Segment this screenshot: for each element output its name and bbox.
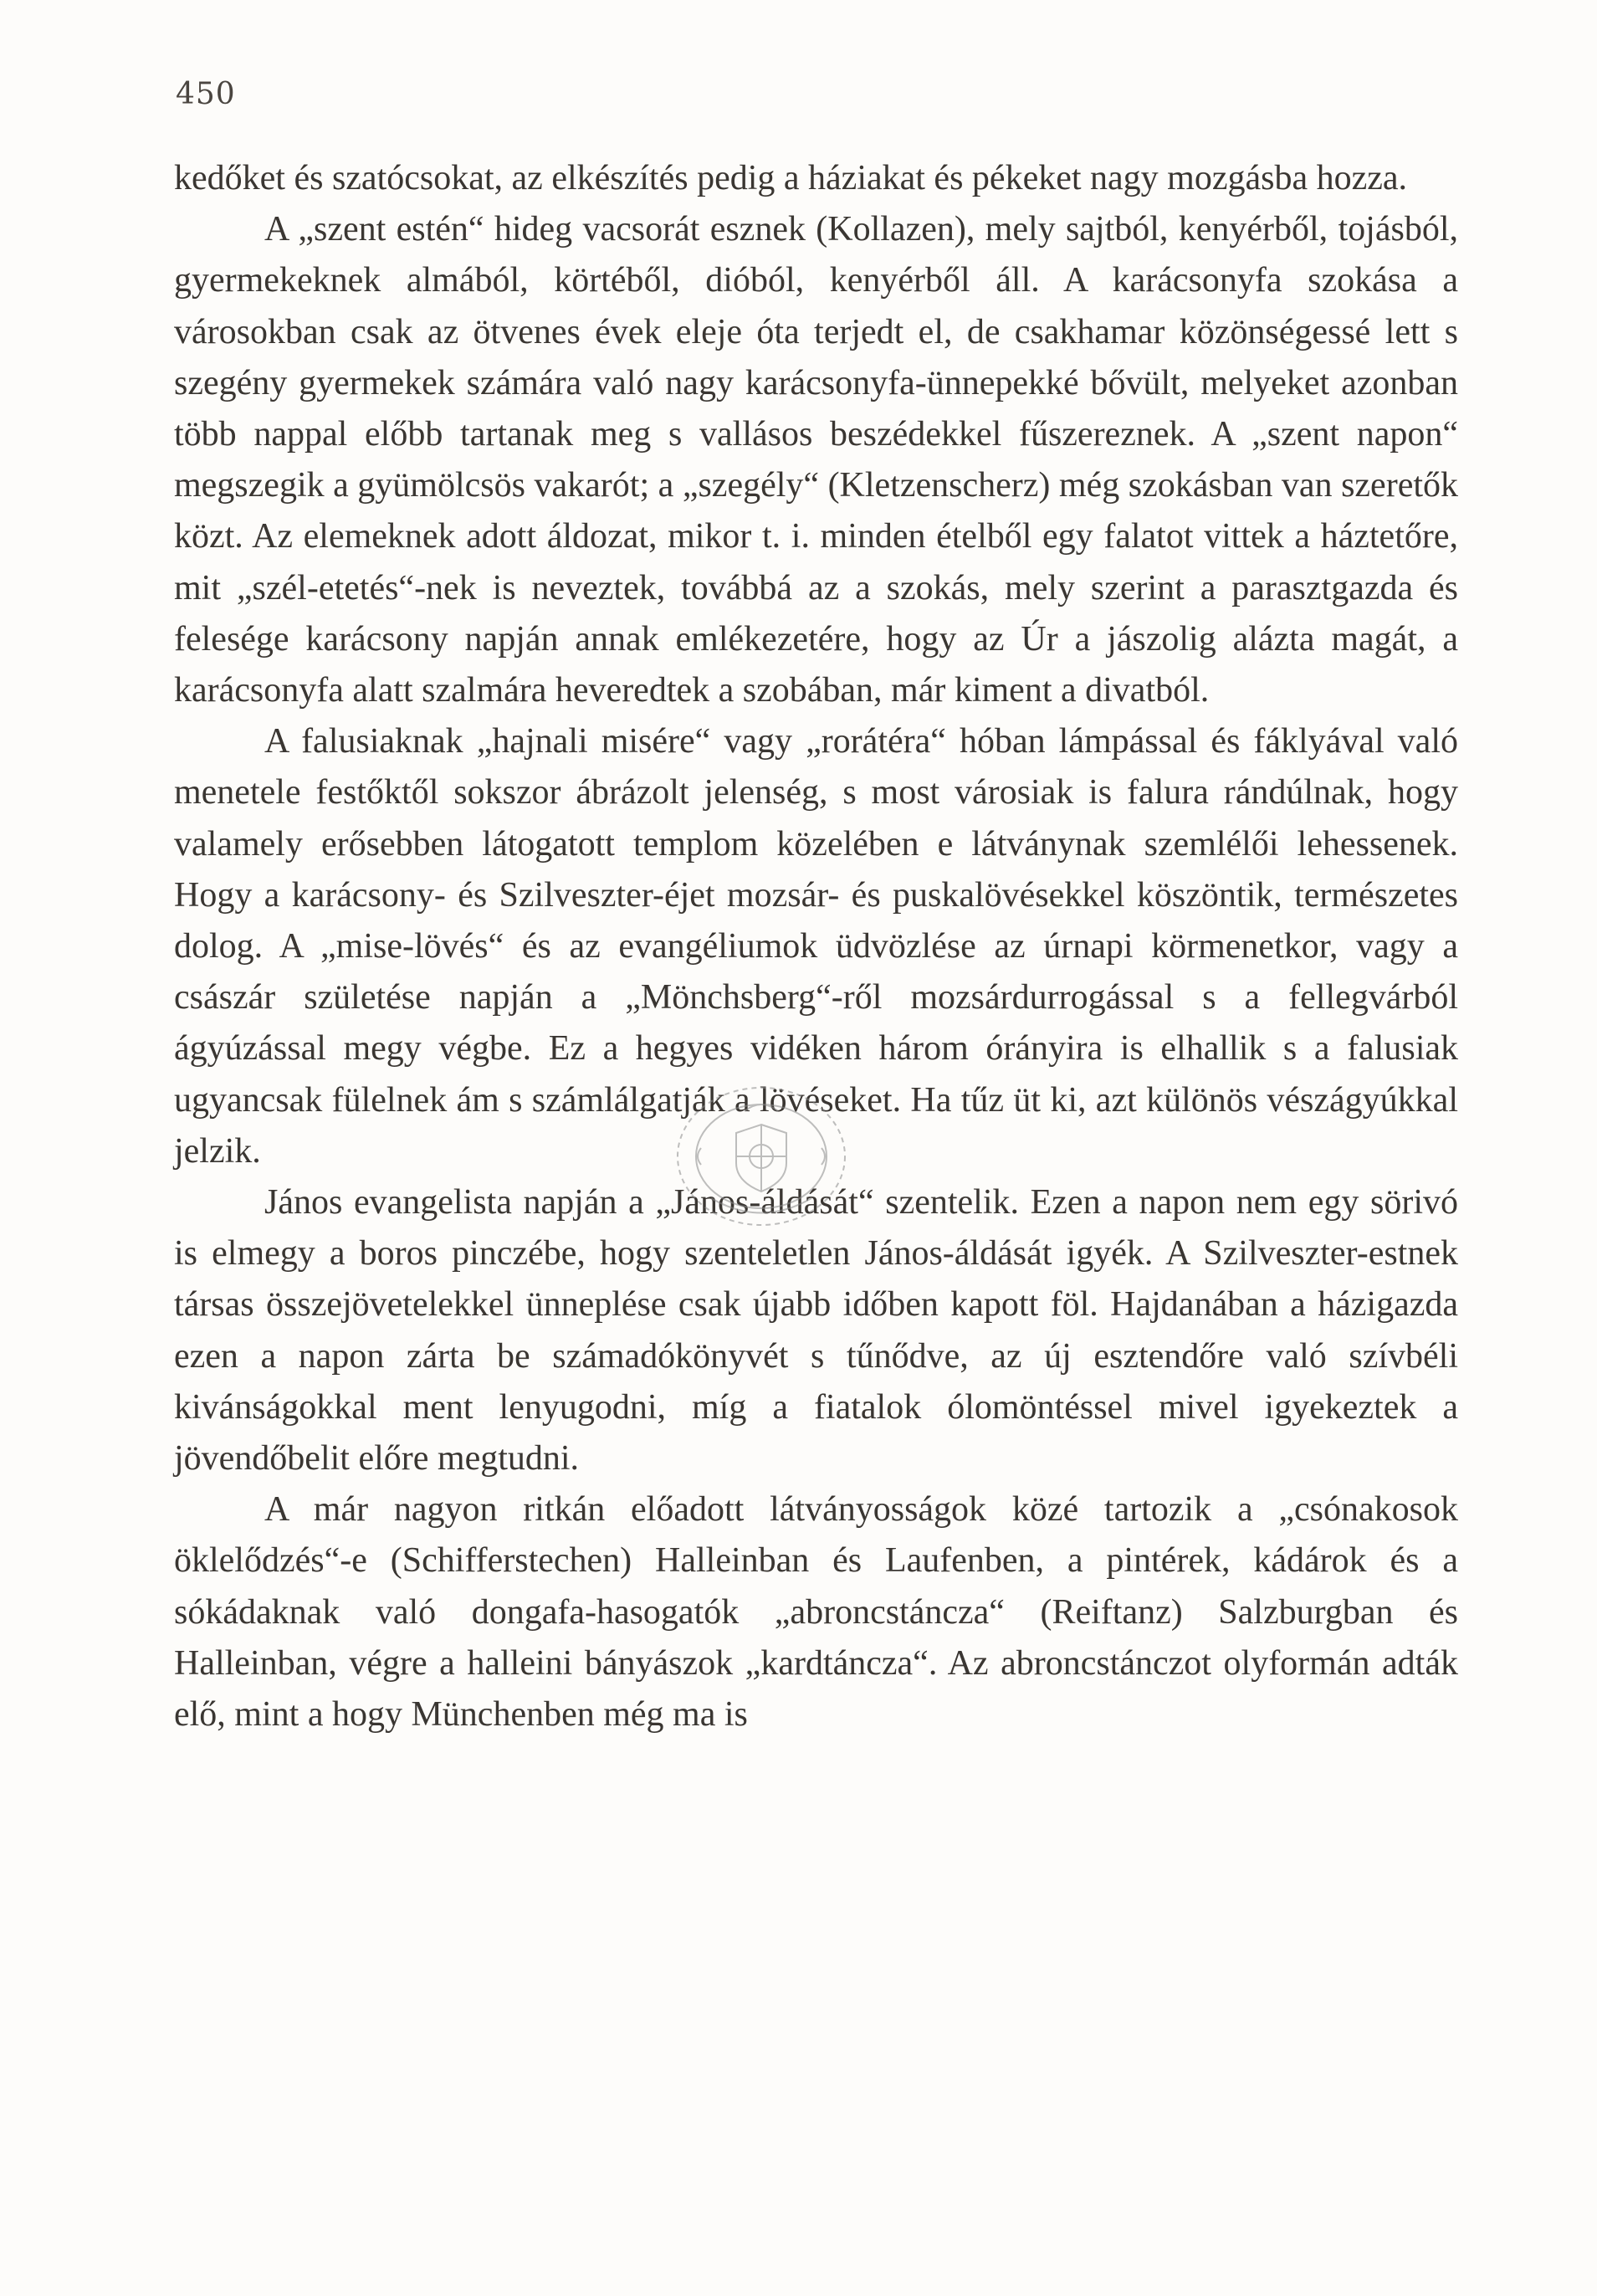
page-number: 450 <box>176 77 236 111</box>
paragraph: János evangelista napján a „János-áldását“ szentelik. Ezen a napon nem egy sörivó is elmegy a boros pinczébe, hogy szenteletlen János-áldását igyék. A Szilveszter-estnek társas összejövetelekkel ünneplése csak újabb időben kapott föl. Hajdanában a házigazda ezen a napon zárta be számadókönyvét s tűnődve, az új esztendőre való szívbéli kivánságokkal ment lenyugodni, míg a fiatalok ólomöntéssel mivel igyekeztek a jövendőbelit előre megtudni. <box>174 1183 1458 1479</box>
paragraph: A „szent estén“ hideg vacsorát esznek (Kollazen), mely sajtból, kenyérből, tojásból, gyermekeknek almából, körtéből, dióból, kenyérből áll. A karácsonyfa szokása a városokban csak az ötvenes évek eleje óta terjedt el, de csakhamar közönségessé lett s szegény gyermekek számára való nagy karácsonyfa-ünnepekké bővült, melyeket azonban több nappal előbb tartanak meg s vallásos beszédekkel fűszereznek. A „szent napon“ megszegik a gyümölcsös vakarót; a „szegély“ (Kletzenscherz) még szokásban van szeretők közt. Az elemeknek adott áldozat, mikor t. i. minden ételből egy falatot vittek a háztetőre, mit „szél-etetés“-nek is neveztek, továbbá az a szokás, mely szerint a parasztgazda és felesége karácsony napján annak emlékezetére, hogy az Úr a jászolig alázta magát, a karácsonyfa alatt szalmára heveredtek a szobában, már kiment a divatból. <box>174 210 1458 710</box>
paragraph: kedőket és szatócsokat, az elkészítés pedig a háziakat és pékeket nagy mozgásba hozza. <box>174 159 1408 197</box>
library-stamp-icon <box>661 1073 862 1240</box>
body-text <box>174 153 1458 1740</box>
paragraph: A falusiaknak „hajnali misére“ vagy „rorátéra“ hóban lámpással és fáklyával való menetele festőktől sokszor ábrázolt jelenség, s most városiak is falura rándúlnak, hogy valamely erősebben látogatott templom közelében e látványnak szemlélői lehessenek. Hogy a karácsony- és Szilveszter-éjet mozsár- és puskalövésekkel köszöntik, természetes dolog. A „mise-lövés“ és az evangéliumok üdvözlése az úrnapi körmenetkor, vagy a császár születése napján a „Mönchsberg“-ről mozsárdurrogással s a fellegvárból ágyúzással megy végbe. Ez a hegyes vidéken három órányira is elhallik s a falusiak ugyancsak fülelnek ám s számlálgatják a lövéseket. Ha tűz üt ki, azt különös vészágyúkkal jelzik. <box>174 722 1458 1171</box>
paragraph: A már nagyon ritkán előadott látványosságok közé tartozik a „csónakosok öklelődzés“-e (Schifferstechen) Halleinban és Laufenben, a pintérek, kádárok és a sókádaknak való dongafa-hasogatók „abroncstáncza“ (Reiftanz) Salzburgban és Halleinban, végre a halleini bányászok „kardtáncza“. Az abroncstánczot olyformán adták elő, mint a hogy Münchenben még ma is <box>174 1490 1458 1735</box>
